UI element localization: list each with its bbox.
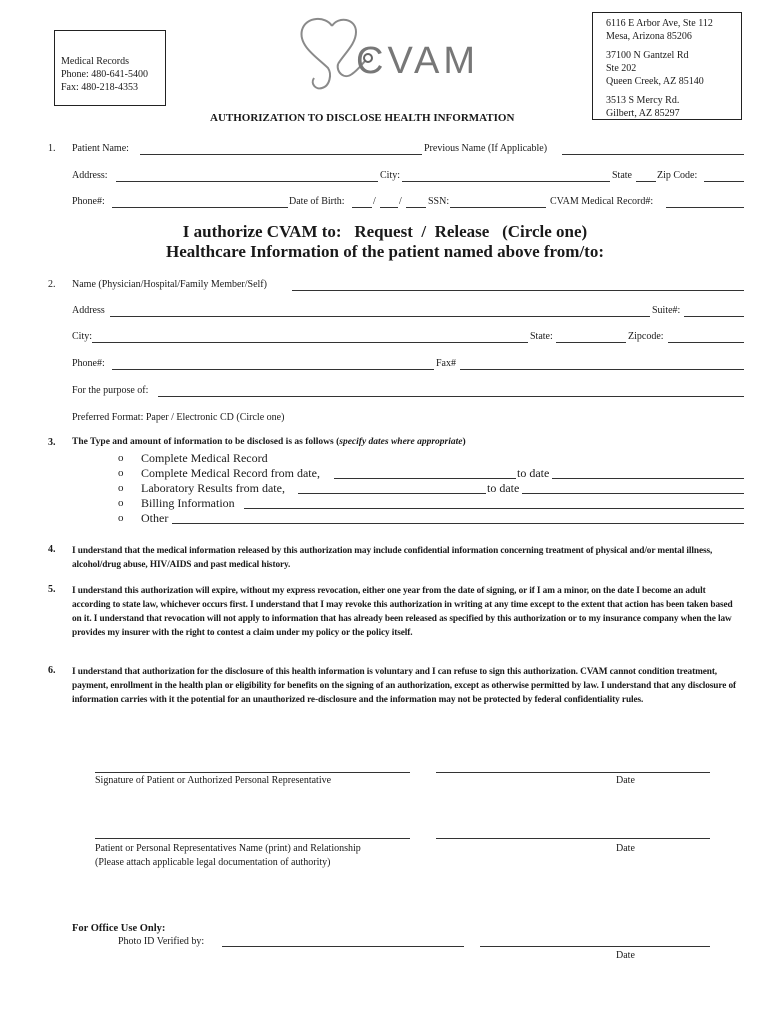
section-1-num: 1. [48,143,56,154]
signature-line[interactable] [95,772,410,773]
recipient-fax-field[interactable] [460,369,744,370]
printed-name-date-line[interactable] [436,838,710,839]
recipient-phone-field[interactable] [112,369,434,370]
office-use-title: For Office Use Only: [72,923,166,934]
section-5-text: I understand this authorization will expire, without my express revocation, either one year from the date of signing, or if I am a minor, on the date I become an adult according to state law, whichever occurs first. I understand that I may revoke this authorization in writing at any time except to the extent that action has been taken based on it. I understand that revocation will not apply to information that has already been released as specified by this authorization or to my insurance company when the law provides my insurer with the right to contest a claim under my policy or the policy itself. [72,586,733,638]
authority-note: (Please attach applicable legal documentation of authority) [95,857,331,868]
signature-date-label: Date [616,775,635,786]
address-qc-3: Queen Creek, AZ 85140 [606,76,704,87]
purpose-field[interactable] [158,396,744,397]
address-qc-2: Ste 202 [606,63,637,74]
section-3-intro-end: ) [462,437,466,447]
previous-name-field[interactable] [562,154,744,155]
recipient-fax-label: Fax# [436,358,456,369]
address-gilbert-2: Gilbert, AZ 85297 [606,108,680,119]
lab-to-date-label: to date [487,481,520,495]
preferred-format: Preferred Format: Paper / Electronic CD (Circle one) [72,412,285,423]
records-phone: Phone: 480-641-5400 [61,69,148,80]
records-title: Medical Records [61,56,130,67]
address-mesa-2: Mesa, Arizona 85206 [606,31,692,42]
previous-name-label: Previous Name (If Applicable) [424,143,548,154]
purpose-label: For the purpose of: [72,385,149,396]
printed-name-date-label: Date [616,843,635,854]
bullet-4: o [118,497,124,509]
printed-name-label: Patient or Personal Representatives Name (print) and Relationship [95,843,361,854]
form-title: AUTHORIZATION TO DISCLOSE HEALTH INFORMATION [210,112,515,124]
logo-text: CVAM [356,40,479,82]
section-2-num: 2. [48,279,56,290]
section-3-intro-em: specify dates where appropriate [339,437,463,447]
city-label: City: [380,170,401,181]
authorize-heading-2: Healthcare Information of the patient named above from/to: [165,242,604,261]
medical-record-field[interactable] [666,207,744,208]
dob-slash-1: / [373,196,376,207]
dob-day-field[interactable] [380,207,398,208]
section-6-num: 6. [48,665,56,676]
section-5-num: 5. [48,584,56,595]
other-field[interactable] [172,523,744,524]
recipient-city-field[interactable] [92,342,528,343]
option-complete-record[interactable]: Complete Medical Record [141,451,268,465]
bullet-2: o [118,467,124,479]
authorize-heading-1: I authorize CVAM to: Request / Release (Circle one) [182,222,588,241]
option-billing[interactable]: Billing Information [141,496,235,510]
medical-record-label: CVAM Medical Record#: [550,196,654,207]
recipient-phone-label: Phone#: [72,358,105,369]
recipient-address-label: Address [72,305,105,316]
recipient-zip-field[interactable] [668,342,744,343]
recipient-zip-label: Zipcode: [628,331,664,342]
record-from-date-field[interactable] [334,478,516,479]
address-mesa-1: 6116 E Arbor Ave, Ste 112 [606,18,713,29]
patient-name-field[interactable] [140,154,422,155]
bullet-5: o [118,512,124,524]
office-date-line[interactable] [480,946,710,947]
signature-label: Signature of Patient or Authorized Personal Representative [95,775,332,786]
lab-to-date-field[interactable] [522,493,744,494]
option-lab-results[interactable]: Laboratory Results from date, [141,481,285,495]
records-fax: Fax: 480-218-4353 [61,82,138,93]
zip-label: Zip Code: [657,170,698,181]
state-field[interactable] [636,181,656,182]
photo-id-label: Photo ID Verified by: [118,936,205,947]
recipient-name-field[interactable] [292,290,744,291]
suite-field[interactable] [684,316,744,317]
address-label: Address: [72,170,108,181]
recipient-city-label: City: [72,331,93,342]
record-to-date-field[interactable] [552,478,744,479]
phone-label: Phone#: [72,196,105,207]
dob-year-field[interactable] [406,207,426,208]
section-3-intro-text: The Type and amount of information to be disclosed is as follows ( [72,437,340,447]
dob-label: Date of Birth: [289,196,345,207]
cvam-logo [288,14,488,94]
billing-field[interactable] [244,508,744,509]
option-record-from-date[interactable]: Complete Medical Record from date, [141,466,320,480]
section-6-text: I understand that authorization for the disclosure of this health information is voluntary and I can refuse to sign this authorization. CVAM cannot condition treatment, payment, enrollment in the health plan or eligibility for benefits on the signing of an authorization, except as otherwise permitted by law. I understand that any disclosure of information carries with it the potential for an unauthorized re-disclosure and the information may not be protected by federal confidentiality rules. [72,667,737,705]
lab-from-date-field[interactable] [298,493,486,494]
bullet-3: o [118,482,124,494]
section-4-num: 4. [48,544,56,555]
section-4-text: I understand that the medical information released by this authorization may include confidential information concerning treatment of physical and/or mental illness, alcohol/drug abuse, HIV/AIDS and past medical history. [72,546,713,570]
section-3-intro [72,437,466,447]
state-label: State [612,170,632,181]
option-other[interactable]: Other [141,511,169,525]
signature-date-line[interactable] [436,772,710,773]
dob-slash-2: / [399,196,402,207]
recipient-state-field[interactable] [556,342,626,343]
recipient-state-label: State: [530,331,553,342]
address-qc-1: 37100 N Gantzel Rd [606,50,689,61]
addresses-box [592,12,742,120]
medical-records-box [54,30,166,106]
record-to-date-label: to date [517,466,550,480]
photo-id-field[interactable] [222,946,464,947]
dob-month-field[interactable] [352,207,372,208]
section-3-num: 3. [48,437,56,448]
ssn-field[interactable] [450,207,546,208]
patient-name-label: Patient Name: [72,143,129,154]
city-field[interactable] [402,181,610,182]
ssn-label: SSN: [428,196,450,207]
recipient-name-label: Name (Physician/Hospital/Family Member/Self) [72,279,267,290]
phone-field[interactable] [112,207,288,208]
printed-name-line[interactable] [95,838,410,839]
bullet-1: o [118,452,124,464]
zip-field[interactable] [704,181,744,182]
address-gilbert-1: 3513 S Mercy Rd. [606,95,680,106]
suite-label: Suite#: [652,305,681,316]
recipient-address-field[interactable] [110,316,650,317]
office-date-label: Date [616,950,635,961]
address-field[interactable] [116,181,378,182]
